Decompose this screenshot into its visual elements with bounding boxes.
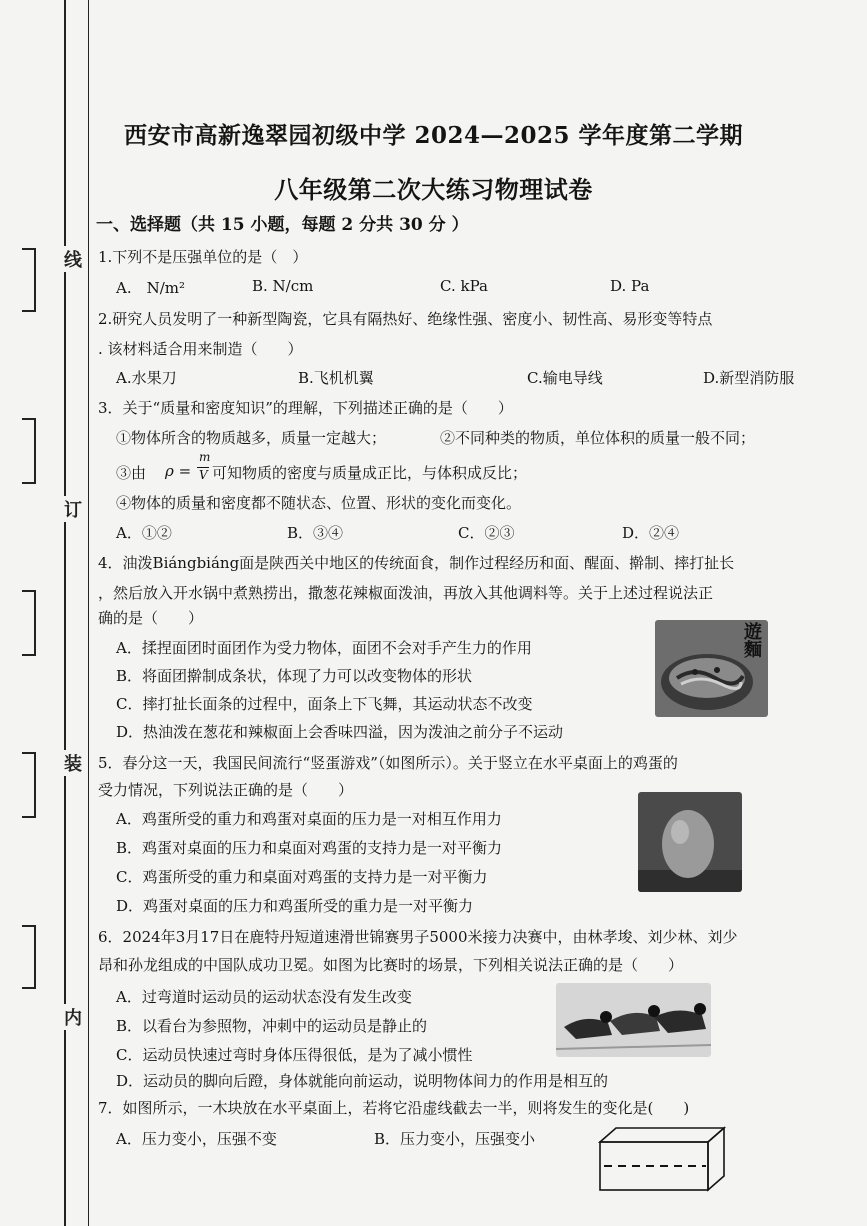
q5-stem-line1: 5．春分这一天，我国民间流行“竖蛋游戏”（如图所示）。关于竖立在水平桌面上的鸡蛋的	[98, 754, 678, 772]
q3-option-a: A．①②	[116, 524, 172, 542]
exam-title-line1: 西安市高新逸翠园初级中学 2024—2025 学年度第二学期	[123, 122, 744, 149]
formula-numerator: m	[199, 450, 211, 464]
margin-char-nei: 内	[64, 1004, 82, 1030]
formula-denominator: V	[199, 468, 208, 482]
exam-title-line2: 八年级第二次大练习物理试卷	[274, 175, 593, 204]
q3-option-b: B．③④	[287, 524, 344, 542]
q7-option-a: A．压力变小，压强不变	[116, 1130, 277, 1148]
q6-option-a: A．过弯道时运动员的运动状态没有发生改变	[116, 988, 412, 1006]
q6-option-b: B．以看台为参照物，冲刺中的运动员是静止的	[116, 1017, 428, 1035]
q3-statement-2: ②不同种类的物质，单位体积的质量一般不同；	[440, 429, 756, 447]
margin-bracket-5	[22, 925, 36, 989]
q5-option-d: D．鸡蛋对桌面的压力和鸡蛋所受的重力是一对平衡力	[116, 897, 474, 915]
q3-statement-4: ④物体的质量和密度都不随状态、位置、形状的变化而变化。	[116, 494, 522, 512]
margin-bracket-2	[22, 418, 36, 484]
q6-stem-line1: 6．2024年3月17日在鹿特丹短道速滑世锦赛男子5000米接力决赛中，由林孝埈、刘少林、刘少	[98, 928, 738, 946]
margin-bracket-3	[22, 590, 36, 656]
speed-skating-image	[556, 983, 711, 1057]
q3-statement-3-prefix: ③由	[116, 464, 147, 482]
q7-option-b: B．压力变小，压强变小	[374, 1130, 536, 1148]
q2-stem-line1: 2.研究人员发明了一种新型陶瓷，它具有隔热好、绝缘性强、密度小、韧性高、易形变等特点	[98, 310, 713, 328]
q1-option-c: C. kPa	[440, 277, 488, 295]
egg-illustration	[638, 792, 742, 892]
q6-option-c: C．运动员快速过弯时身体压得很低，是为了减小惯性	[116, 1046, 473, 1064]
q1-option-a: A. N/m²	[116, 279, 186, 297]
q5-option-a: A．鸡蛋所受的重力和鸡蛋对桌面的压力是一对相互作用力	[116, 810, 502, 828]
margin-bracket-4	[22, 752, 36, 818]
noodle-bowl-image	[655, 620, 768, 717]
q3-density-formula	[165, 452, 215, 488]
wooden-block-diagram	[596, 1122, 730, 1194]
skaters-illustration	[556, 983, 711, 1057]
margin-char-xian: 线	[64, 246, 82, 272]
q1-option-b: B. N/cm	[252, 277, 314, 295]
margin-bracket-1	[22, 248, 36, 312]
q3-statement-1: ①物体所含的物质越多，质量一定越大；	[116, 429, 387, 447]
q5-stem-line2: 受力情况，下列说法正确的是（ ）	[98, 781, 354, 799]
formula-rho: ρ =	[165, 462, 192, 480]
q3-statement-3: 可知物质的密度与质量成正比，与体积成反比；	[212, 464, 528, 482]
q4-option-b: B．将面团擀制成条状，体现了力可以改变物体的形状	[116, 667, 473, 685]
margin-char-zhuang: 装	[64, 750, 82, 776]
section-heading: 一、选择题（共 15 小题，每题 2 分共 30 分 ）	[96, 215, 469, 235]
q1-option-d: D. Pa	[610, 277, 650, 295]
margin-char-ding: 订	[64, 496, 82, 522]
q4-stem-line1: 4．油泼Biángbiáng面是陕西关中地区的传统面食，制作过程经历和面、醒面、擀制、摔打扯长	[98, 554, 735, 572]
q5-option-b: B．鸡蛋对桌面的压力和桌面对鸡蛋的支持力是一对平衡力	[116, 839, 503, 857]
q5-option-c: C．鸡蛋所受的重力和桌面对鸡蛋的支持力是一对平衡力	[116, 868, 488, 886]
q3-option-c: C．②③	[458, 524, 515, 542]
q3-stem: 3．关于“质量和密度知识”的理解，下列描述正确的是（ ）	[98, 399, 513, 417]
q4-stem-line2: ，然后放入开水锅中煮熟捞出，撒葱花辣椒面泼油，再放入其他调料等。关于上述过程说法正	[98, 584, 714, 602]
q4-stem-line3: 确的是（ ）	[98, 609, 204, 627]
q1-stem: 1.下列不是压强单位的是（ ）	[98, 248, 308, 266]
q6-stem-line2: 昂和孙龙组成的中国队成功卫冕。如图为比赛时的场景，下列相关说法正确的是（ ）	[98, 956, 684, 974]
noodle-image-caption: 遊麵	[741, 622, 762, 658]
q4-option-c: C．摔打扯长面条的过程中，面条上下飞舞，其运动状态不改变	[116, 695, 533, 713]
q2-option-a: A.水果刀	[116, 369, 177, 387]
q2-option-c: C.输电导线	[527, 369, 603, 387]
q7-stem: 7．如图所示，一木块放在水平桌面上，若将它沿虚线截去一半，则将发生的变化是( )	[98, 1099, 690, 1117]
q6-option-d: D．运动员的脚向后蹬，身体就能向前运动，说明物体间力的作用是相互的	[116, 1072, 609, 1090]
q3-option-d: D．②④	[622, 524, 680, 542]
q2-option-d: D.新型消防服	[703, 369, 795, 387]
q2-option-b: B.飞机机翼	[298, 369, 374, 387]
q2-stem-line2: . 该材料适合用来制造（ ）	[98, 340, 303, 358]
q4-option-a: A．揉捏面团时面团作为受力物体，面团不会对手产生力的作用	[116, 639, 532, 657]
standing-egg-image	[638, 792, 742, 892]
q4-option-d: D．热油泼在葱花和辣椒面上会香味四溢，因为泼油之前分子不运动	[116, 723, 564, 741]
